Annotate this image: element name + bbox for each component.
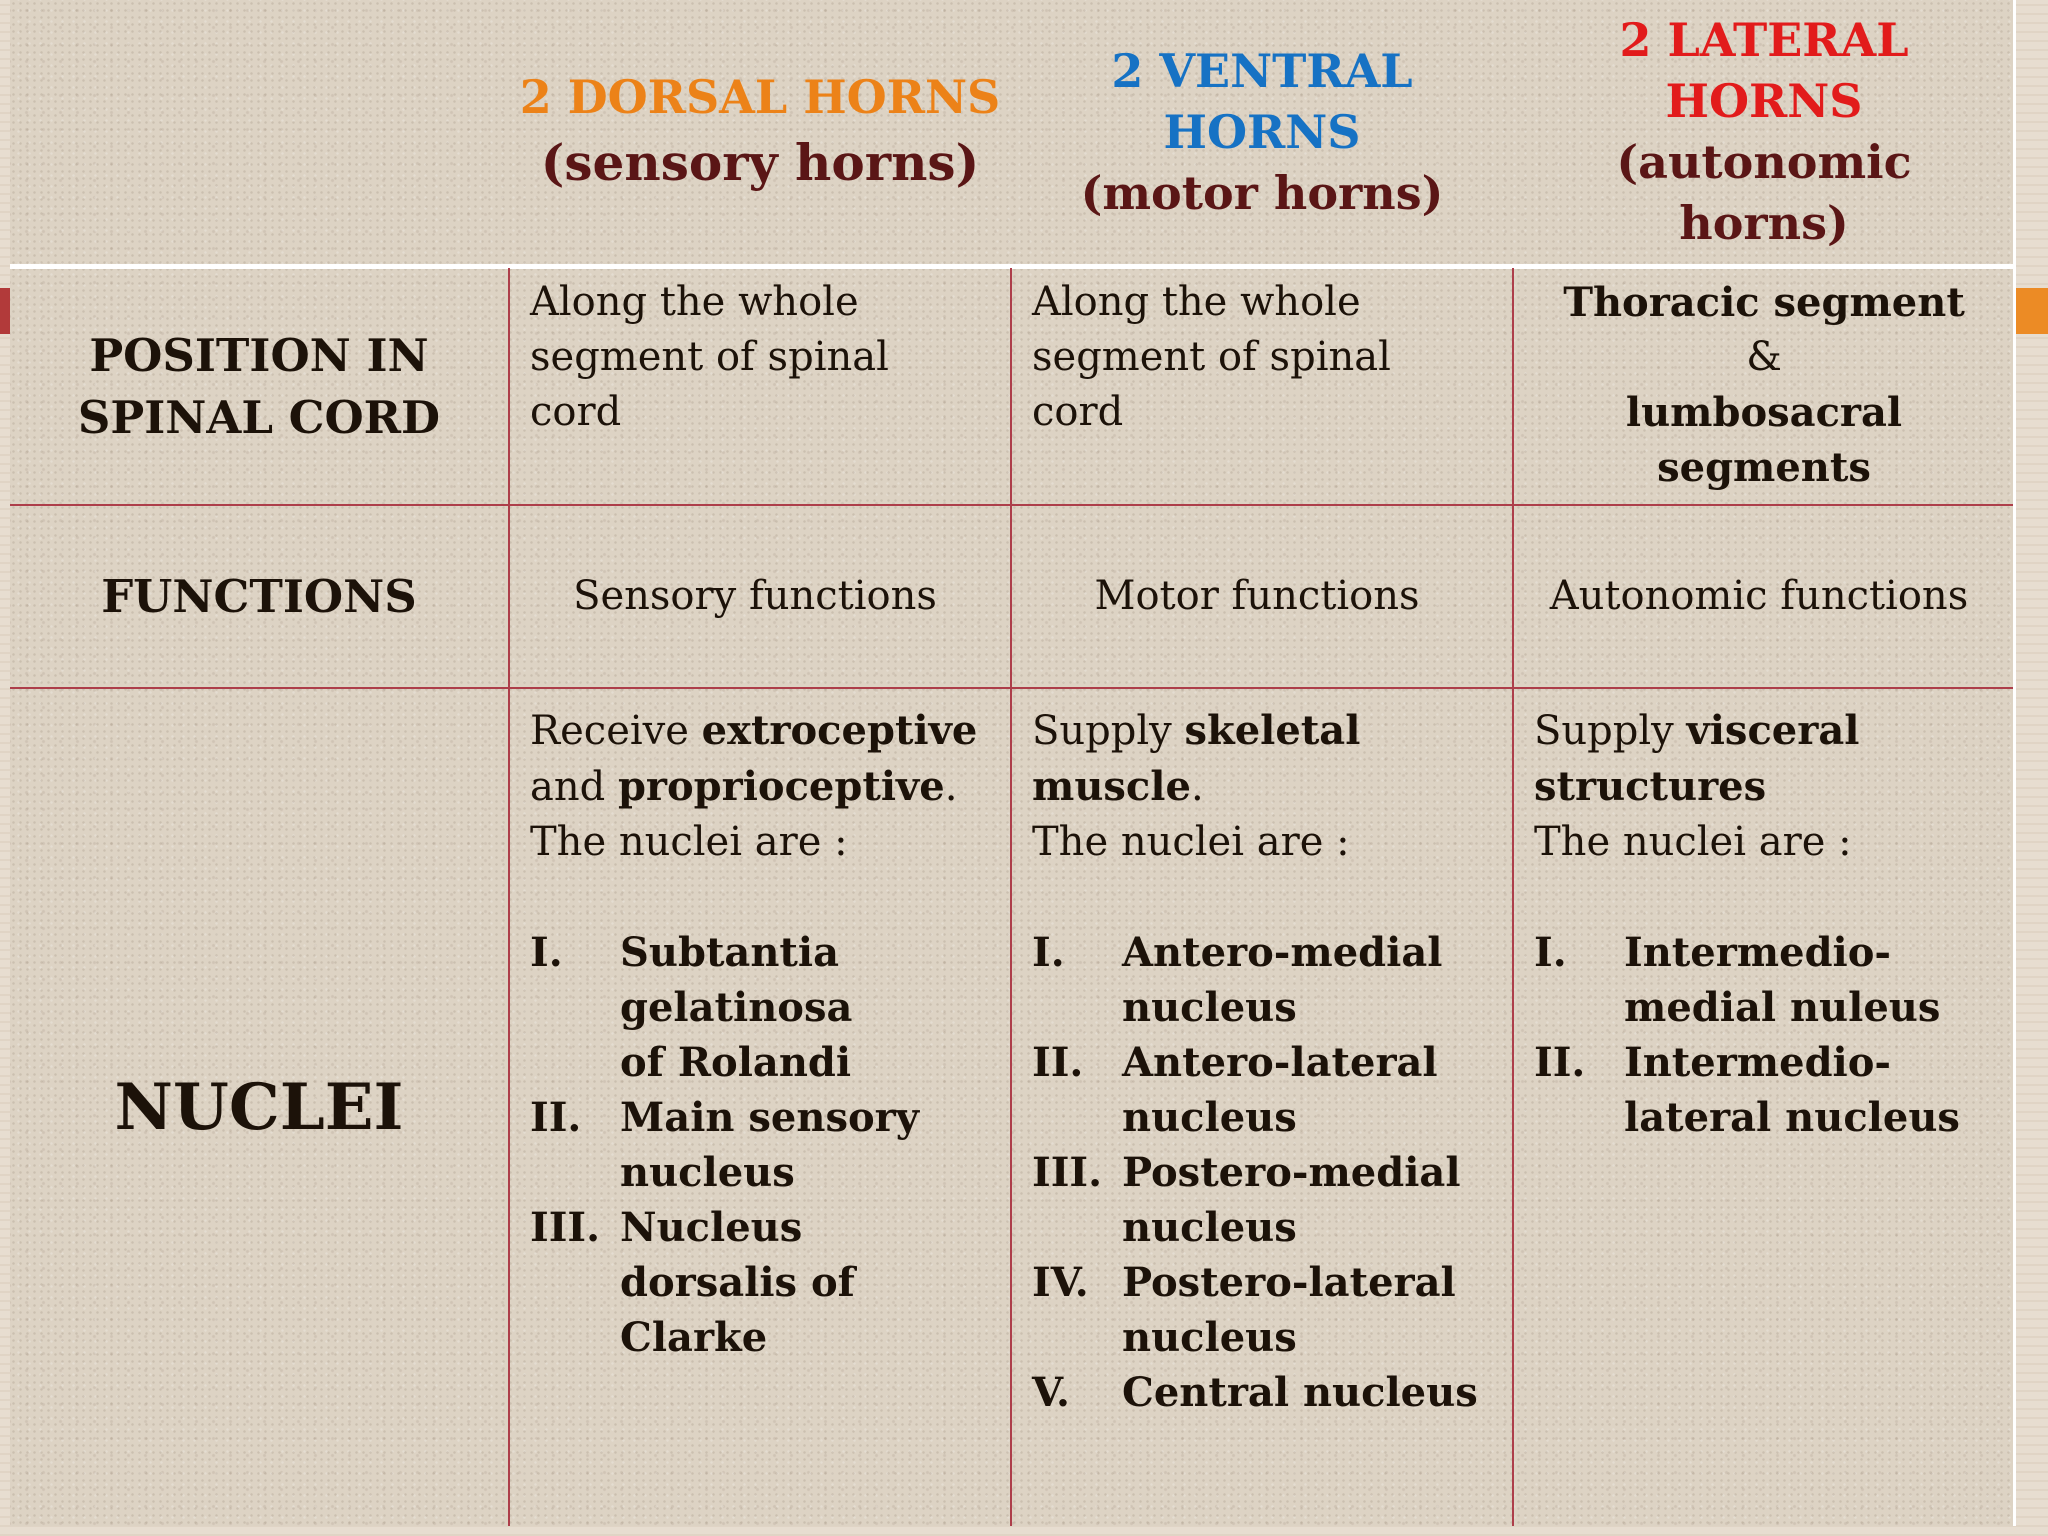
header-ventral	[1012, 0, 1512, 264]
functions-ventral-text: Motor functions	[1094, 573, 1420, 619]
cell-functions-lateral	[1514, 506, 2014, 687]
cell-nuclei-lateral	[1514, 689, 2014, 1526]
header-lateral	[1514, 0, 2014, 264]
item-text: Antero-lateral nucleus	[1122, 1039, 1438, 1141]
position-lateral-part1: Thoracic segment	[1563, 279, 1965, 326]
list-item	[1032, 1145, 1502, 1255]
cell-functions-ventral	[1012, 506, 1512, 687]
dorsal-subtitle: (sensory horns)	[540, 132, 980, 192]
item-number: II.	[1032, 1039, 1084, 1086]
item-text: Nucleus dorsalis of Clarke	[620, 1204, 855, 1361]
intro-text: .	[944, 764, 958, 810]
item-text: Intermedio-lateral nucleus	[1624, 1039, 1960, 1141]
ventral-nuclei-list	[1032, 925, 1502, 1420]
lateral-title: 2 LATERAL HORNS	[1619, 13, 1909, 128]
functions-label: FUNCTIONS	[101, 569, 417, 623]
nuclei-dorsal-intro	[530, 703, 1000, 815]
intro-text: and	[530, 764, 618, 810]
lateral-nuclei-list	[1534, 925, 2004, 1145]
nuclei-dorsal-lead: The nuclei are :	[530, 819, 848, 865]
nuclei-ventral-lead: The nuclei are :	[1032, 819, 1350, 865]
item-text: Intermedio-medial nuleus	[1624, 929, 1941, 1031]
item-text: Postero-medial nucleus	[1122, 1149, 1461, 1251]
item-number: V.	[1032, 1369, 1070, 1416]
cell-nuclei-ventral	[1012, 689, 1512, 1526]
cell-position-lateral	[1514, 269, 2014, 504]
nuclei-lateral-lead: The nuclei are :	[1534, 819, 1852, 865]
ventral-subtitle: (motor horns)	[1080, 165, 1444, 220]
list-item	[1032, 1035, 1502, 1145]
cell-position-dorsal	[510, 269, 1010, 504]
item-text: Postero-lateral nucleus	[1122, 1259, 1456, 1361]
item-text: Subtantia gelatinosa of Rolandi	[620, 929, 853, 1086]
left-accent-bar	[0, 288, 10, 334]
item-number: IV.	[1032, 1259, 1089, 1306]
list-item	[1032, 925, 1502, 1035]
right-accent-bar	[2015, 288, 2048, 334]
list-item	[530, 925, 1000, 1090]
intro-text: Receive	[530, 708, 702, 754]
item-number: I.	[1032, 929, 1065, 976]
intro-text: .	[1190, 764, 1204, 810]
functions-dorsal-text: Sensory functions	[573, 573, 937, 619]
item-number: III.	[1032, 1149, 1103, 1196]
intro-bold-term: proprioceptive	[617, 763, 945, 810]
list-item	[1032, 1255, 1502, 1365]
intro-text: Supply	[1032, 708, 1185, 754]
cell-position-ventral	[1012, 269, 1512, 504]
cell-nuclei-dorsal	[510, 689, 1010, 1526]
list-item	[530, 1200, 1000, 1365]
row-label-position	[10, 269, 508, 504]
item-number: I.	[530, 929, 563, 976]
position-dorsal-text: Along the whole segment of spinal cord	[530, 279, 889, 435]
item-number: II.	[530, 1094, 582, 1141]
list-item	[1534, 925, 2004, 1035]
intro-text: Supply	[1534, 708, 1687, 754]
ventral-title: 2 VENTRAL HORNS	[1111, 43, 1413, 159]
intro-bold-term: visceral structures	[1534, 707, 1860, 810]
item-number: III.	[530, 1204, 601, 1251]
lateral-subtitle: (autonomic horns)	[1616, 135, 1912, 250]
dorsal-title: 2 DORSAL HORNS	[519, 69, 1001, 124]
header-dorsal	[510, 0, 1010, 264]
position-lateral-part2: lumbosacral segments	[1625, 389, 1903, 491]
item-text: Central nucleus	[1122, 1369, 1478, 1416]
list-item	[1032, 1365, 1502, 1420]
cell-functions-dorsal	[510, 506, 1010, 687]
functions-lateral-text: Autonomic functions	[1549, 573, 1969, 619]
row-label-functions	[10, 506, 508, 687]
nuclei-lateral-intro	[1534, 703, 1894, 815]
item-text: Antero-medial nucleus	[1122, 929, 1443, 1031]
item-text: Main sensory nucleus	[620, 1094, 919, 1196]
intro-bold-term: skeletal muscle	[1032, 707, 1361, 810]
intro-bold-term: extroceptive	[701, 707, 978, 754]
nuclei-label: NUCLEI	[114, 1069, 404, 1145]
position-ventral-text: Along the whole segment of spinal cord	[1032, 279, 1391, 435]
position-label: POSITION IN SPINAL CORD	[77, 328, 441, 444]
nuclei-ventral-intro	[1032, 703, 1392, 815]
dorsal-nuclei-list	[530, 925, 1000, 1365]
item-number: II.	[1534, 1039, 1586, 1086]
list-item	[530, 1090, 1000, 1200]
row-label-nuclei	[10, 689, 508, 1526]
position-lateral-amp: &	[1746, 334, 1782, 380]
list-item	[1534, 1035, 2004, 1145]
item-number: I.	[1534, 929, 1567, 976]
